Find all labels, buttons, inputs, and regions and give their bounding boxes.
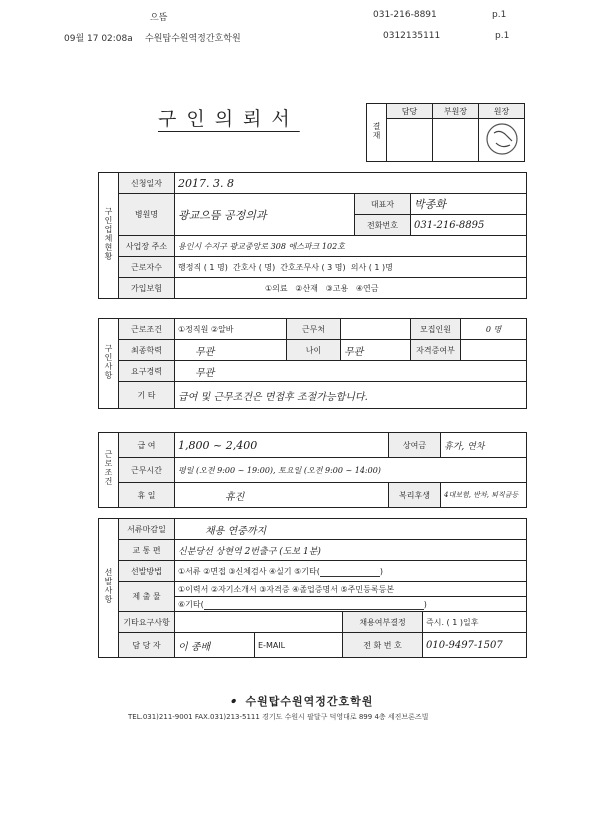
docs-etc-close: ) <box>423 599 427 609</box>
insurance-label: 가입보험 <box>119 278 175 299</box>
approval-table <box>366 103 525 162</box>
docs-label: 제 출 물 <box>119 582 175 612</box>
job-side-label: 구인사항 <box>99 319 119 409</box>
method-label: 선발방법 <box>119 561 175 582</box>
fax-sender: 으뜸 <box>150 13 168 23</box>
insurance-option-3: ③고용 <box>325 283 349 293</box>
holiday: 휴진 <box>175 483 389 508</box>
fax-number: 0312135111 <box>383 31 441 41</box>
docs-etc <box>175 597 527 612</box>
manager-label: 담 당 자 <box>119 633 175 658</box>
staff-doctor: 의사 ( 1 )명 <box>350 262 393 272</box>
salary-label: 급 여 <box>119 433 175 458</box>
fax-phone: 031-216-8891 <box>373 10 437 20</box>
hospital-name-label: 병원명 <box>119 194 175 236</box>
request-date-label: 신청일자 <box>119 173 175 194</box>
job-table <box>98 318 527 409</box>
method-options: ①서류 ②면접 ③신체검사 ④실기 ⑤기타( <box>178 566 320 576</box>
company-phone: 031-216-8895 <box>411 215 527 236</box>
company-side-label: 구인업체현황 <box>99 173 119 299</box>
fax-datetime: 09월 17 02:08a <box>64 34 133 44</box>
insurance-option-2: ②산재 <box>295 283 318 293</box>
docs-etc-label: ⑥기타( <box>178 599 204 609</box>
approval-col-3: 원장 <box>479 104 525 119</box>
staff-counts <box>175 257 527 278</box>
recruit-count: 0 명 <box>461 319 527 340</box>
age: 무관 <box>341 340 411 361</box>
welfare-label: 복리후생 <box>389 483 441 508</box>
approval-sign-1 <box>387 119 433 162</box>
docs: ①이력서 ②자기소개서 ③자격증 ④졸업증명서 ⑤주민등록등본 <box>175 582 527 597</box>
recruit-count-label: 모집인원 <box>411 319 461 340</box>
welfare: 4대보험, 반차, 퇴직금등 <box>441 483 527 508</box>
holiday-label: 휴 일 <box>119 483 175 508</box>
career-label: 요구경력 <box>119 361 175 382</box>
representative-label: 대표자 <box>355 194 411 215</box>
tel-label: 전 화 번 호 <box>343 633 423 658</box>
license <box>461 340 527 361</box>
etc: 급여 및 근무조건은 면접후 조절가능합니다. <box>175 382 527 409</box>
conditions-table <box>98 432 527 508</box>
staff-nurse: 간호사 ( 명) <box>232 262 276 272</box>
license-label: 자격증여부 <box>411 340 461 361</box>
page-title: 구인의뢰서 <box>158 108 300 130</box>
fax-page-2: p.1 <box>495 31 510 41</box>
other-label: 기타요구사항 <box>119 612 175 633</box>
hours-label: 근무시간 <box>119 458 175 483</box>
selection-side-label: 선발사항 <box>99 519 119 658</box>
transport: 신분당선 상현역 2번출구 (도보 1분) <box>175 540 527 561</box>
company-table <box>98 172 527 299</box>
education: 무관 <box>175 340 287 361</box>
approval-sign-3 <box>479 119 525 162</box>
footer-info: TEL.031)211-9001 FAX.031)213-5111 경기도 수원시 팔달구 덕영대로 899 4층 세진브론즈빌 <box>128 713 429 721</box>
insurance-options <box>175 278 527 299</box>
fax-page: p.1 <box>492 10 507 20</box>
company-address: 용인시 수지구 광교중앙로 308 에스파크 102호 <box>175 236 527 257</box>
footer-brand: 수원탑수원역정간호학원 <box>245 695 374 708</box>
fax-header <box>0 0 600 44</box>
request-date: 2017. 3. 8 <box>175 173 527 194</box>
selection-table <box>98 518 527 658</box>
deadline-label: 서류마감일 <box>119 519 175 540</box>
hire: 즉시. ( 1 )일후 <box>423 612 527 633</box>
hours: 평일 (오전 9:00 ~ 19:00), 토요일 (오전 9:00 ~ 14:00) <box>175 458 527 483</box>
work-type-label: 근로조건 <box>119 319 175 340</box>
hire-label: 채용여부결정 <box>343 612 423 633</box>
hospital-name: 광교으뜸 공정의과 <box>175 194 355 236</box>
method-close: ) <box>379 566 384 576</box>
bonus-label: 상여금 <box>389 433 441 458</box>
bonus: 휴가, 연차 <box>441 433 527 458</box>
approval-side-label: 결재 <box>367 104 387 162</box>
staff-label: 근로자수 <box>119 257 175 278</box>
insurance-option-4: ④연금 <box>355 283 379 293</box>
transport-label: 교 통 편 <box>119 540 175 561</box>
education-label: 최종학력 <box>119 340 175 361</box>
fax-org: 수원탑수원역정간호학원 <box>145 34 241 44</box>
career: 무관 <box>175 361 527 382</box>
work-type: ①정직원 ②알바 <box>175 319 287 340</box>
phone-label: 전화번호 <box>355 215 411 236</box>
salary: 1,800 ~ 2,400 <box>175 433 389 458</box>
email-cell <box>255 633 343 658</box>
email-label: E-MAIL <box>258 640 286 650</box>
manager: 이 종배 <box>175 633 255 658</box>
conditions-side-label: 근로조건 <box>99 433 119 508</box>
signature-stamp-icon <box>482 119 522 159</box>
workplace-label: 근무처 <box>287 319 341 340</box>
approval-col-2: 부원장 <box>433 104 479 119</box>
footer-brand-wrap <box>230 690 373 709</box>
staff-admin: 행정직 ( 1 명) <box>178 262 228 272</box>
etc-label: 기 타 <box>119 382 175 409</box>
workplace <box>341 319 411 340</box>
approval-col-1: 담당 <box>387 104 433 119</box>
method <box>175 561 527 582</box>
other <box>175 612 343 633</box>
tel: 010-9497-1507 <box>423 633 527 658</box>
deadline: 채용 연중까지 <box>175 519 527 540</box>
representative: 박종화 <box>411 194 527 215</box>
age-label: 나이 <box>287 340 341 361</box>
insurance-option-1: ①의료 <box>265 283 288 293</box>
address-label: 사업장 주소 <box>119 236 175 257</box>
approval-sign-2 <box>433 119 479 162</box>
brand-logo-icon: ꔷ <box>230 695 237 708</box>
staff-aide: 간호조무사 ( 3 명) <box>280 262 346 272</box>
